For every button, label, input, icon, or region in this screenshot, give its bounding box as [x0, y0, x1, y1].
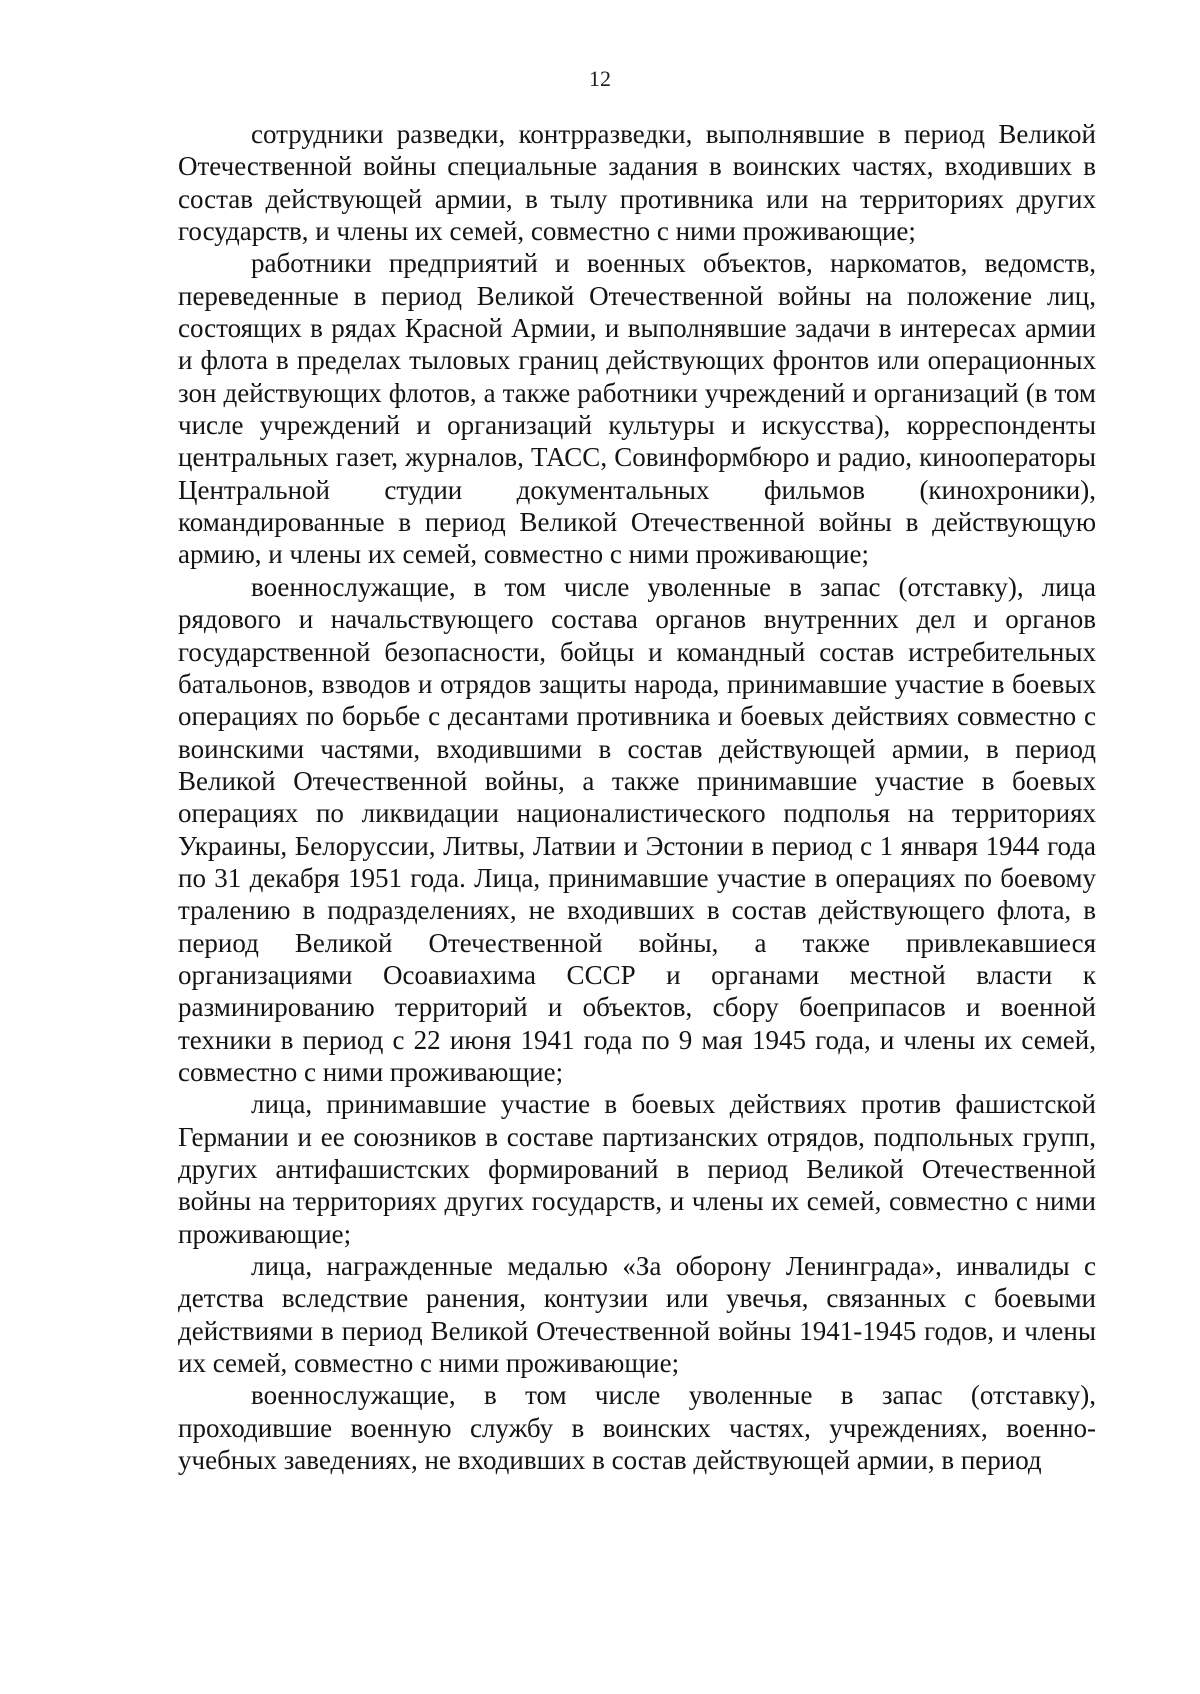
paragraph-enterprise-workers: работники предприятий и военных объектов, наркоматов, ведомств, переведенные в период Великой Отечественной войны на положение лиц, состоящих в рядах Красной Армии, и выполнявшие задачи в интересах армии и флота в пределах тыловых границ действующих фронтов или операционных зон действующих флотов, а также работники учреждений и организаций (в том числе учреждений и организаций культуры и искусства), корреспонденты центральных газет, журналов, ТАСС, Совинформбюро и радио, кинооператоры Центральной студии документальных фильмов (кинохроники), командированные в период Великой Отечественной войны в действующую армию, и члены их семей, совместно с ними проживающие;	[178, 248, 1096, 570]
document-body	[178, 118, 1096, 1476]
paragraph-rear-service: военнослужащие, в том числе уволенные в запас (отставку), проходившие военную службу в воинских частях, учреждениях, военно-учебных заведениях, не входивших в состав действующей армии, в период	[178, 1380, 1096, 1476]
paragraph-leningrad-medal: лица, награжденные медалью «За оборону Ленинграда», инвалиды с детства вследствие ранения, контузии или увечья, связанных с боевыми действиями в период Великой Отечественной войны 1941-1945 годов, и члены их семей, совместно с ними проживающие;	[178, 1251, 1096, 1379]
page-number: 12	[589, 66, 611, 91]
paragraph-military-servicemen: военнослужащие, в том числе уволенные в запас (отставку), лица рядового и начальствующего состава органов внутренних дел и органов государственной безопасности, бойцы и командный состав истребительных батальонов, взводов и отрядов защиты народа, принимавшие участие в боевых операциях по борьбе с десантами противника и боевых действиях совместно с воинскими частями, входившими в состав действующей армии, в период Великой Отечественной войны, а также принимавшие участие в боевых операциях по ликвидации националистического подполья на территориях Украины, Белоруссии, Литвы, Латвии и Эстонии в период с 1 января 1944 года по 31 декабря 1951 года. Лица, принимавшие участие в операциях по боевому тралению в подразделениях, не входивших в состав действующего флота, в период Великой Отечественной войны, а также привлекавшиеся организациями Осоавиахима СССР и органами местной власти к разминированию территорий и объектов, сбору боеприпасов и военной техники в период с 22 июня 1941 года по 9 мая 1945 года, и члены их семей, совместно с ними проживающие;	[178, 571, 1096, 1087]
paragraph-intelligence-officers: сотрудники разведки, контрразведки, выполнявшие в период Великой Отечественной войны специальные задания в воинских частях, входивших в состав действующей армии, в тылу противника или на территориях других государств, и члены их семей, совместно с ними проживающие;	[178, 119, 1096, 247]
paragraph-partisans: лица, принимавшие участие в боевых действиях против фашистской Германии и ее союзников в составе партизанских отрядов, подпольных групп, других антифашистских формирований в период Великой Отечественной войны на территориях других государств, и члены их семей, совместно с ними проживающие;	[178, 1089, 1096, 1249]
